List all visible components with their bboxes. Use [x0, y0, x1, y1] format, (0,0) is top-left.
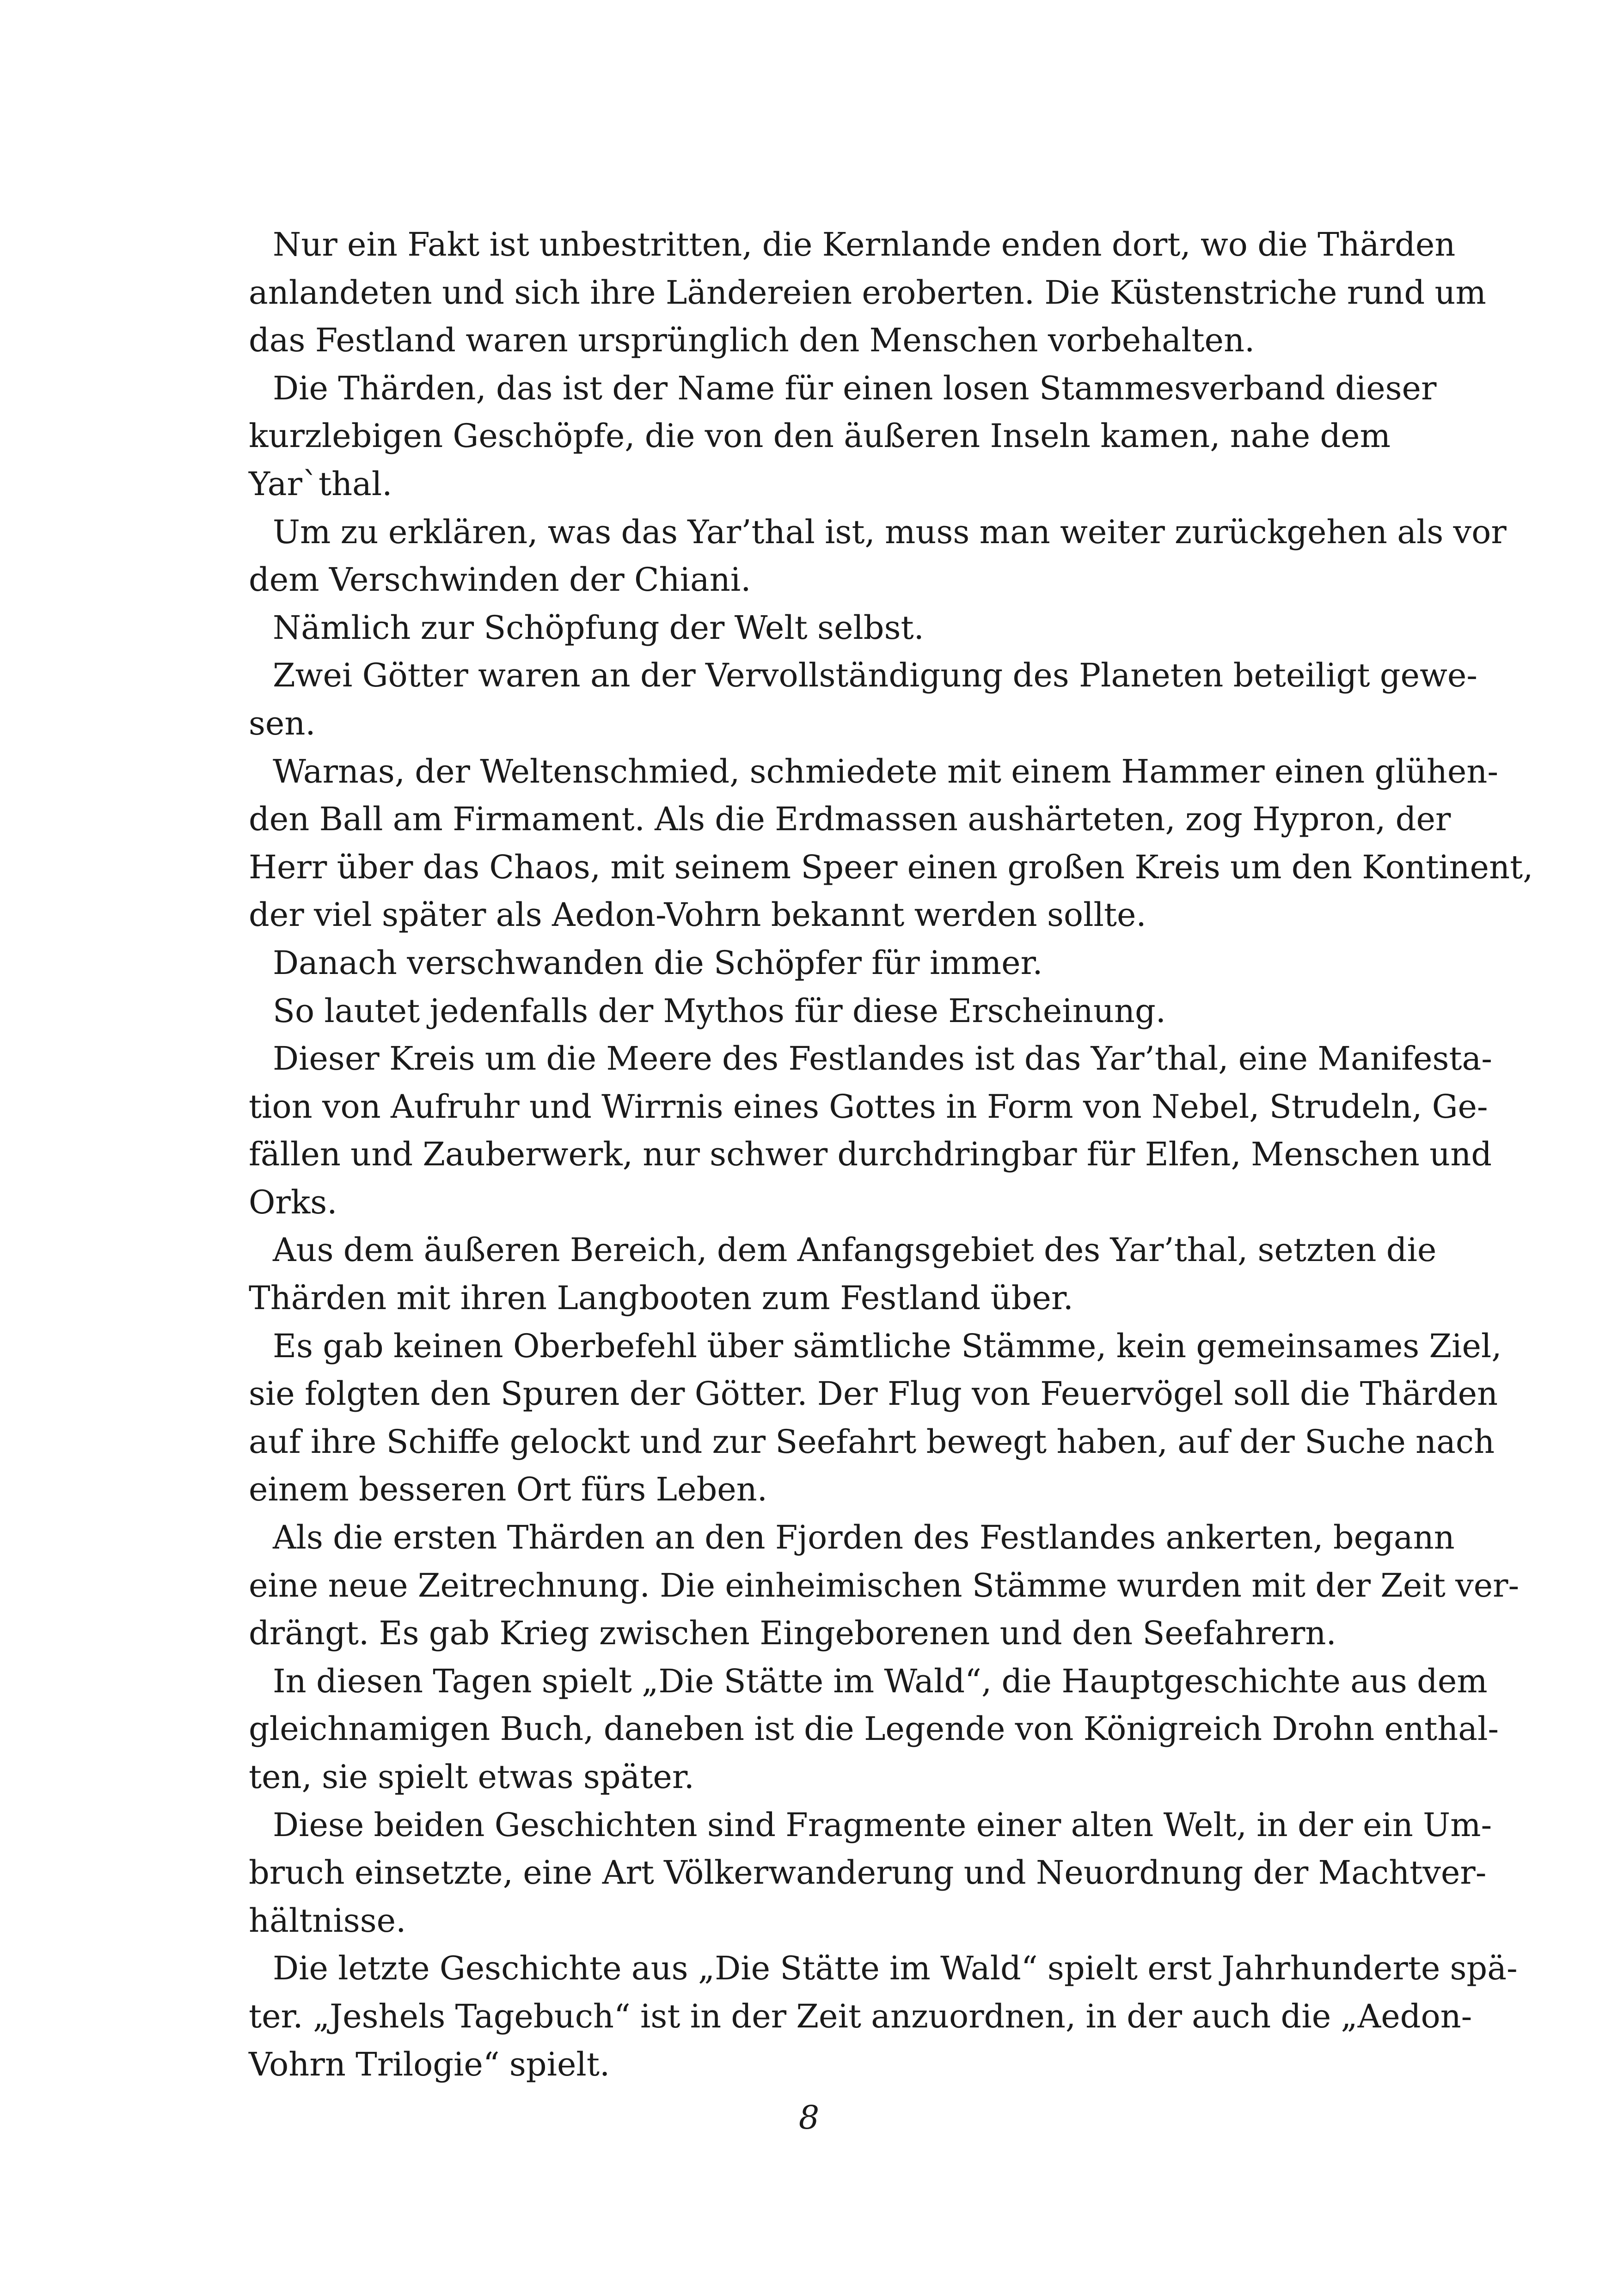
text-line: Die Thärden, das ist der Name für einen losen Stammesverband dieser	[273, 369, 1437, 407]
text-line: Es gab keinen Oberbefehl über sämtliche Stämme, kein gemeinsames Ziel,	[273, 1327, 1502, 1365]
text-line: hältnisse.	[249, 1901, 406, 1940]
paragraph	[249, 1226, 1437, 1322]
text-line: In diesen Tagen spielt „Die Stätte im Wald“, die Hauptgeschichte aus dem	[273, 1662, 1488, 1700]
paragraph	[249, 1322, 1502, 1514]
text-line: Die letzte Geschichte aus „Die Stätte im Wald“ spielt erst Jahrhunderte spä-	[273, 1949, 1518, 1988]
text-line: anlandeten und sich ihre Ländereien eroberten. Die Küstenstriche rund um	[249, 273, 1486, 312]
paragraph	[249, 1945, 1518, 2088]
text-line: Danach verschwanden die Schöpfer für immer.	[273, 943, 1043, 982]
text-line: kurzlebigen Geschöpfe, die von den äußeren Inseln kamen, nahe dem	[249, 417, 1391, 455]
text-line: dem Verschwinden der Chiani.	[249, 561, 751, 599]
text-line: sie folgten den Spuren der Götter. Der Flug von Feuervögel soll die Thärden	[249, 1375, 1498, 1413]
paragraph	[249, 1514, 1520, 1658]
text-line: drängt. Es gab Krieg zwischen Eingeborenen und den Seefahrern.	[249, 1614, 1336, 1653]
text-line: Diese beiden Geschichten sind Fragmente einer alten Welt, in der ein Um-	[273, 1806, 1492, 1844]
paragraph	[249, 748, 1533, 939]
paragraph	[249, 1035, 1492, 1226]
text-line: Orks.	[249, 1183, 337, 1221]
text-line: Zwei Götter waren an der Vervollständigung des Planeten beteiligt gewe-	[273, 656, 1477, 695]
text-line: ten, sie spielt etwas später.	[249, 1758, 694, 1796]
text-line: Thärden mit ihren Langbooten zum Festland über.	[249, 1279, 1073, 1317]
paragraph	[249, 939, 1386, 987]
paragraph	[249, 365, 1437, 508]
text-line: den Ball am Firmament. Als die Erdmassen aushärteten, zog Hypron, der	[249, 800, 1451, 839]
text-line: Als die ersten Thärden an den Fjorden des Festlandes ankerten, begann	[273, 1518, 1455, 1557]
paragraph	[249, 508, 1507, 604]
text-line: fällen und Zauberwerk, nur schwer durchdringbar für Elfen, Menschen und	[249, 1135, 1492, 1174]
paragraph	[249, 604, 1386, 652]
text-line: Herr über das Chaos, mit seinem Speer einen großen Kreis um den Kontinent,	[249, 848, 1533, 886]
text-line: Nur ein Fakt ist unbestritten, die Kernlande enden dort, wo die Thärden	[273, 226, 1456, 263]
text-line: auf ihre Schiffe gelockt und zur Seefahrt bewegt haben, auf der Suche nach	[249, 1422, 1495, 1461]
text-line: ter. „Jeshels Tagebuch“ ist in der Zeit anzuordnen, in der auch die „Aedon-	[249, 1997, 1472, 2035]
text-line: sen.	[249, 704, 316, 742]
paragraph	[249, 652, 1477, 747]
text-line: Aus dem äußeren Bereich, dem Anfangsgebiet des Yar’thal, setzten die	[273, 1231, 1437, 1269]
text-line: So lautet jedenfalls der Mythos für diese Erscheinung.	[273, 992, 1166, 1030]
paragraph	[249, 987, 1386, 1035]
text-line: Dieser Kreis um die Meere des Festlandes ist das Yar’thal, eine Manifesta-	[273, 1040, 1492, 1078]
page-number: 8	[798, 2099, 820, 2137]
paragraph	[249, 1801, 1492, 1945]
text-line: tion von Aufruhr und Wirrnis eines Gottes in Form von Nebel, Strudeln, Ge-	[249, 1087, 1488, 1126]
text-line: Um zu erklären, was das Yar’thal ist, muss man weiter zurückgehen als vor	[273, 513, 1507, 551]
text-line: der viel später als Aedon-Vohrn bekannt werden sollte.	[249, 896, 1146, 934]
paragraph	[249, 1658, 1499, 1801]
body-text	[249, 221, 1533, 2088]
text-line: das Festland waren ursprünglich den Menschen vorbehalten.	[249, 321, 1255, 360]
text-line: eine neue Zeitrechnung. Die einheimischen Stämme wurden mit der Zeit ver-	[249, 1566, 1520, 1604]
text-line: gleichnamigen Buch, daneben ist die Legende von Königreich Drohn enthal-	[249, 1710, 1499, 1748]
text-line: Nämlich zur Schöpfung der Welt selbst.	[273, 608, 924, 647]
text-line: bruch einsetzte, eine Art Völkerwanderung und Neuordnung der Machtver-	[249, 1854, 1487, 1892]
text-line: einem besseren Ort fürs Leben.	[249, 1470, 768, 1509]
text-line: Warnas, der Weltenschmied, schmiedete mit einem Hammer einen glühen-	[273, 752, 1499, 790]
text-line: Vohrn Trilogie“ spielt.	[249, 2045, 610, 2083]
paragraph	[249, 221, 1486, 365]
text-line: Yar`thal.	[249, 465, 392, 503]
